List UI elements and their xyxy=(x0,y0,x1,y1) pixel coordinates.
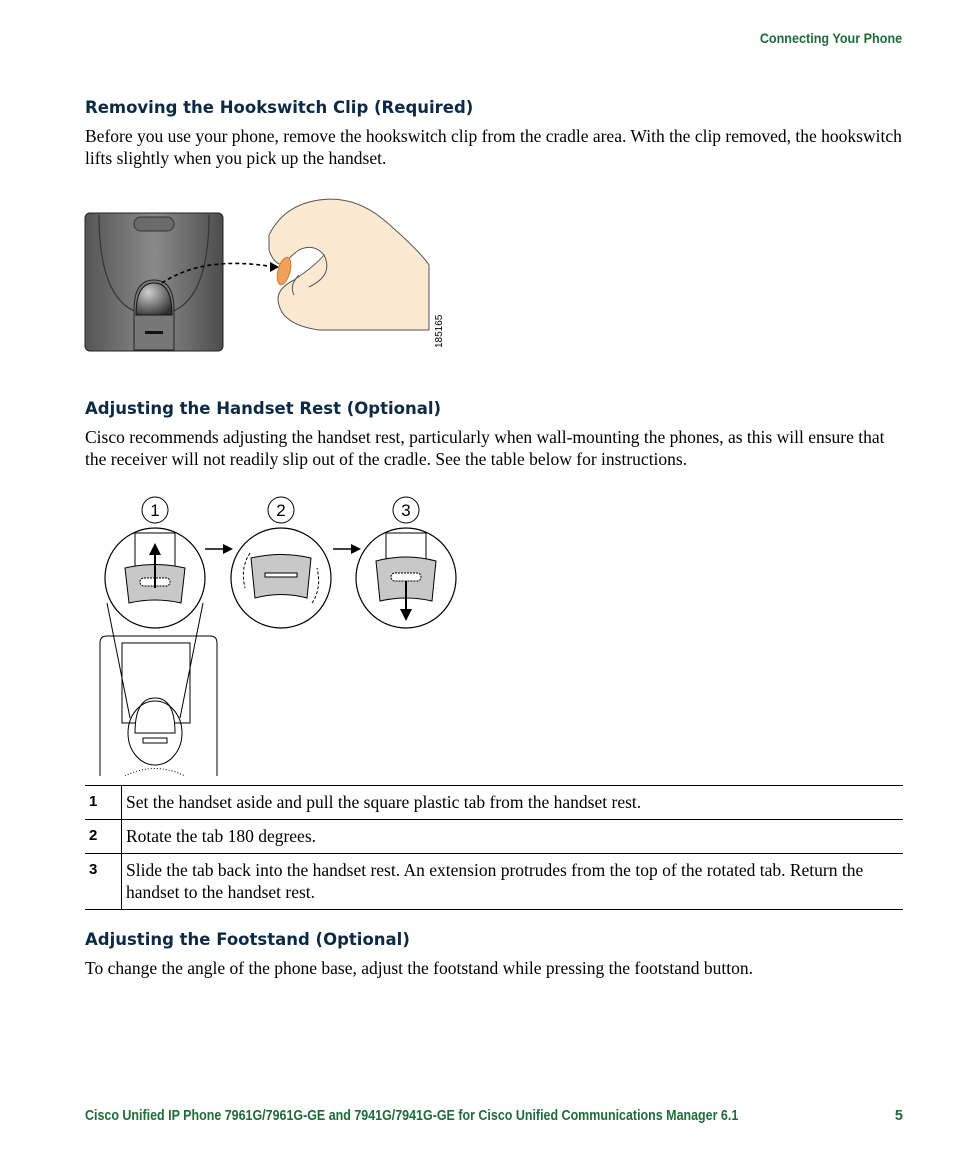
svg-text:3: 3 xyxy=(401,501,411,520)
handset-rest-figure xyxy=(95,493,470,776)
svg-text:1: 1 xyxy=(150,501,160,520)
section-body-handset-rest: Cisco recommends adjusting the handset rest, particularly when wall-mounting the phones, as this will ensure that the receiver will not readily slip out of the cradle. See the table below for instructions. xyxy=(85,427,885,469)
table-row xyxy=(85,854,903,910)
step-number: 3 xyxy=(85,854,122,910)
step-text: Slide the tab back into the handset rest. An extension protrudes from the top of the rotated tab. Return the handset to the handset rest. xyxy=(122,854,904,910)
footer-title: Cisco Unified IP Phone 7961G/7961G-GE and 7941G/7941G-GE for Cisco Unified Communications Manager 6.1 xyxy=(85,1108,739,1124)
hand-illustration xyxy=(269,199,429,330)
section-heading-handset-rest: Adjusting the Handset Rest (Optional) xyxy=(85,399,442,418)
section-heading-hookswitch: Removing the Hookswitch Clip (Required) xyxy=(85,98,474,117)
page-footer xyxy=(85,1108,903,1124)
step-2-detail xyxy=(231,528,331,628)
callout-2 xyxy=(268,497,294,523)
handset-rest-steps-table xyxy=(85,785,903,910)
step-1-detail xyxy=(105,528,205,628)
step-number: 1 xyxy=(85,786,122,820)
section-body-footstand: To change the angle of the phone base, adjust the footstand while pressing the footstand button. xyxy=(85,958,753,978)
page-number: 5 xyxy=(894,1108,903,1124)
table-row xyxy=(85,786,903,820)
running-header: Connecting Your Phone xyxy=(759,30,902,46)
step-text: Set the handset aside and pull the square plastic tab from the handset rest. xyxy=(122,786,904,820)
hookswitch-clip-figure xyxy=(84,195,454,355)
section-body-hookswitch: Before you use your phone, remove the hookswitch clip from the cradle area. With the clip removed, the hookswitch lifts slightly when you pick up the handset. xyxy=(85,126,902,168)
callout-3 xyxy=(393,497,419,523)
step-3-detail xyxy=(356,528,456,628)
phone-body xyxy=(100,603,217,776)
figure-id-label: 185165 xyxy=(434,314,445,348)
callout-1 xyxy=(142,497,168,523)
cradle-illustration xyxy=(85,213,223,351)
svg-text:2: 2 xyxy=(276,501,286,520)
step-number: 2 xyxy=(85,820,122,854)
step-text: Rotate the tab 180 degrees. xyxy=(122,820,904,854)
section-heading-footstand: Adjusting the Footstand (Optional) xyxy=(85,930,410,949)
table-row xyxy=(85,820,903,854)
